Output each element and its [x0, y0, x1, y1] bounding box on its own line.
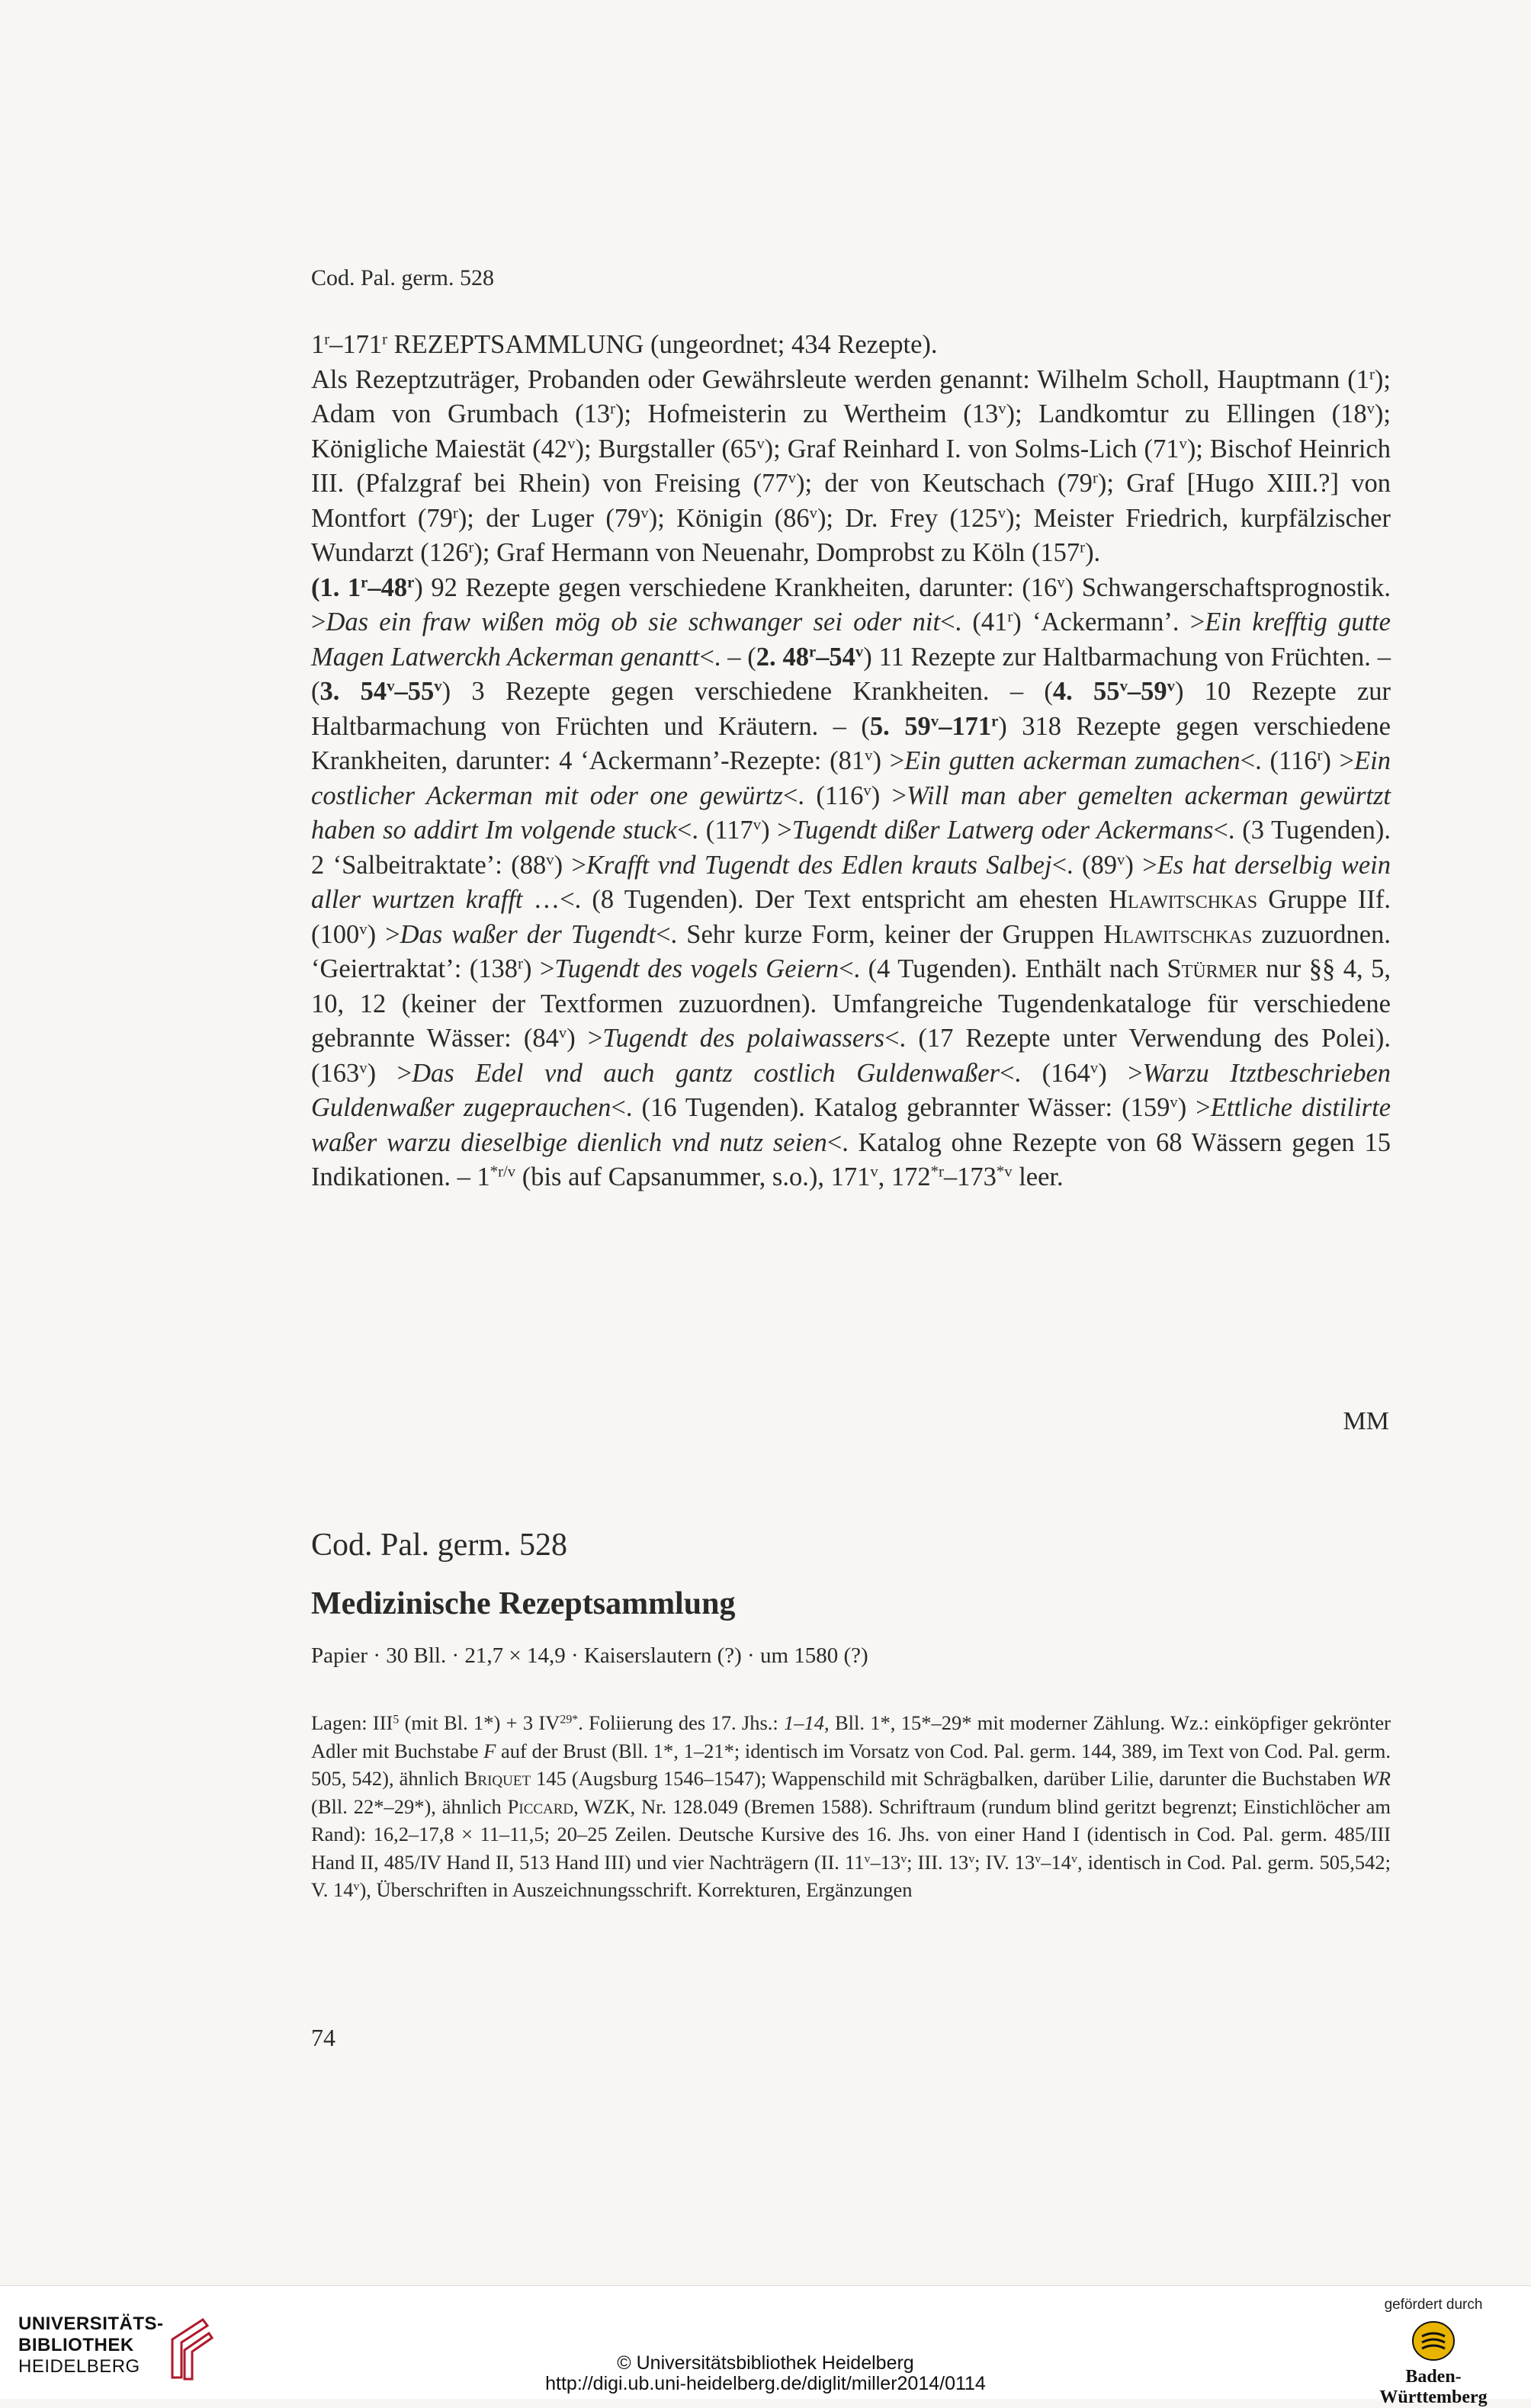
entry-title: Medizinische Rezeptsammlung [311, 1586, 736, 1621]
permalink[interactable]: http://digi.ub.uni-heidelberg.de/diglit/miller2014/0114 [545, 2373, 986, 2394]
author-signature: MM [1343, 1407, 1389, 1435]
page-number: 74 [311, 2024, 335, 2051]
running-header: Cod. Pal. germ. 528 [311, 265, 494, 290]
state-coat-of-arms-icon [1411, 2320, 1456, 2362]
recipes-paragraph: (1. 1$^r$–48$^r$) 92 Rezepte gegen verschiedene Krankheiten, darunter: (16$^v$) Schwangerschaftsprognostik. >Das ein fraw wißen mög ob sie schwanger sei oder nit<. (41$^r$) ‘Ackermann’. >Ein krefftig gutte Magen Latwerckh Ackerman genantt<. – (2. 48$^r$–54$^v$) 11 Rezepte zur Haltbarmachung von Früchten. – (3. 54$^v$–55$^v$) 3 Rezepte gegen verschiedene Krankheiten. – (4. 55$^v$–59$^v$) 10 Rezepte zur Haltbarmachung von Früchten und Kräutern. – (5. 59$^v$–171$^r$) 318 Rezepte gegen verschiedene Krankheiten, darunter: 4 ‘Ackermann’-Rezepte: $(81^v) >Ein$ gutten ackerman zumachen<. $(116^r) >Ein$ costlicher Ackerman mit oder one gewürtz<. $(116^v)$ >Will man aber gemelten ackerman gewürtzt haben so addirt Im volgende stuck<. $(117^v)$ >Tugendt dißer Latwerg oder Ackermans<. (3 Tugenden). 2 ‘Salbeitraktate’: $(88^v)$ >Krafft vnd Tugendt des Edlen krauts Salbej<. $(89^v) >Es$ hat derselbig wein aller wurtzen krafft …<. (8 Tugenden). Der Text entspricht am ehesten Hlawitschkas Gruppe IIf. $(100^v) >Das$ waßer der Tugendt<. Sehr kurze Form, keiner der Gruppen Hlawitschkas zuzuordnen. ‘Geiertraktat’: $(138^r)$ >Tugendt des vogels Geiern<. (4 Tugenden). Enthält nach Stürmer nur §§ 4, 5, 10, 12 (keiner der Textformen zuzuordnen). Umfangreiche Tugendenkataloge für verschiedene gebrannte Wässer: $(84^v)$ >Tugendt des polaiwassers<. (17 Rezepte unter Verwendung des Polei). $(163^v) >Das$ Edel vnd auch gantz costlich Guldenwaßer<. $(164^v)$ >Warzu Itztbeschrieben Guldenwaßer zugeprauchen<. (16 Tugenden). Katalog gebrannter Wässer: $(159^v)$ >Ettliche distilirte waßer warzu dieselbige dienlich vnd nutz seien<. Katalog ohne Rezepte von 68 Wässern gegen 15 Indikationen. – $1^{*r/v}$ (bis auf Capsanummer, s.o.), 171$^v$, 172$^{*r}$–173$^{*v}$ leer. [311, 572, 1391, 1191]
sponsor-block [1357, 2297, 1510, 2408]
collation-paragraph: Lagen: III$^5$ (mit Bl. 1*) + 3 $IV^{29*}$. Foliierung des 17. Jhs.: 1–14, Bll. 1*, 15*–29* mit moderner Zählung. Wz.: einköpfiger gekrönter Adler mit Buchstabe F auf der Brust (Bll. 1*, 1–21*; identisch im Vorsatz von Cod. Pal. germ. 144, 389, im Text von Cod. Pal. germ. 505, 542), ähnlich Briquet 145 (Augsburg 1546–1547); Wappenschild mit Schrägbalken, darüber Lilie, darunter die Buchstaben WR (Bll. 22*–29*), ähnlich Piccard, WZK, Nr. 128.049 (Bremen 1588). Schriftraum (rundum blind geritzt begrenzt; Einstichlöcher am Rand): 16,2–17,8 × 11–11,5; 20–25 Zeilen. Deutsche Kursive des 16. Jhs. von einer Hand I (identisch in Cod. Pal. germ. 485/III Hand II, 485/IV Hand II, 513 Hand III) und vier Nachträgern (II. 11$^v$–13$^v$; III. 13$^v$; IV. 13$^v$–14$^v$, identisch in Cod. Pal. germ. 505,542; V. 14$^v$), Überschriften in Auszeichnungsschrift. Korrekturen, Ergänzungen [311, 1711, 1391, 1901]
entry-shelfmark: Cod. Pal. germ. 528 [311, 1528, 567, 1563]
copyright-text: © Universitätsbibliothek Heidelberg [617, 2352, 914, 2374]
library-name-line1: UNIVERSITÄTS- [18, 2313, 164, 2334]
previous-entry-contents [311, 328, 1391, 1195]
library-name-line2: BIBLIOTHEK [18, 2335, 134, 2355]
footer-bar [0, 2285, 1531, 2407]
copyright-notice [0, 2353, 1531, 2394]
physical-description: Papier · 30 Bll. · 21,7 × 14,9 · Kaiserslautern (?) · um 1580 (?) [311, 1643, 868, 1668]
informants-paragraph: Als Rezeptzuträger, Probanden oder Gewährsleute werden genannt: Wilhelm Scholl, Hauptmann (1$^r$); Adam von Grumbach (13$^r$); Hofmeisterin zu Wertheim (13$^v$); Landkomtur zu Ellingen (18$^v$); Königliche Maiestät (42$^v$); Burgstaller (65$^v$); Graf Reinhard I. von Solms-Lich (71$^v$); Bischof Heinrich III. (Pfalzgraf bei Rhein) von Freising (77$^v$); der von Keutschach (79$^r$); Graf [Hugo XIII.?] von Montfort (79$^r$); der Luger (79$^v$); Königin (86$^v$); Dr. Frey (125$^v$); Meister Friedrich, kurpfälzischer Wundarzt (126$^r$); Graf Hermann von Neuenahr, Domprobst zu Köln (157$^r$). [311, 364, 1391, 567]
library-name-line3: HEIDELBERG [18, 2356, 140, 2377]
sponsor-label: gefördert durch [1384, 2297, 1483, 2313]
contents-heading: 1$^r$–171$^r$ REZEPTSAMMLUNG (ungeordnet; 434 Rezepte). [311, 330, 938, 359]
sponsor-name: Baden-Württemberg [1379, 2367, 1488, 2407]
